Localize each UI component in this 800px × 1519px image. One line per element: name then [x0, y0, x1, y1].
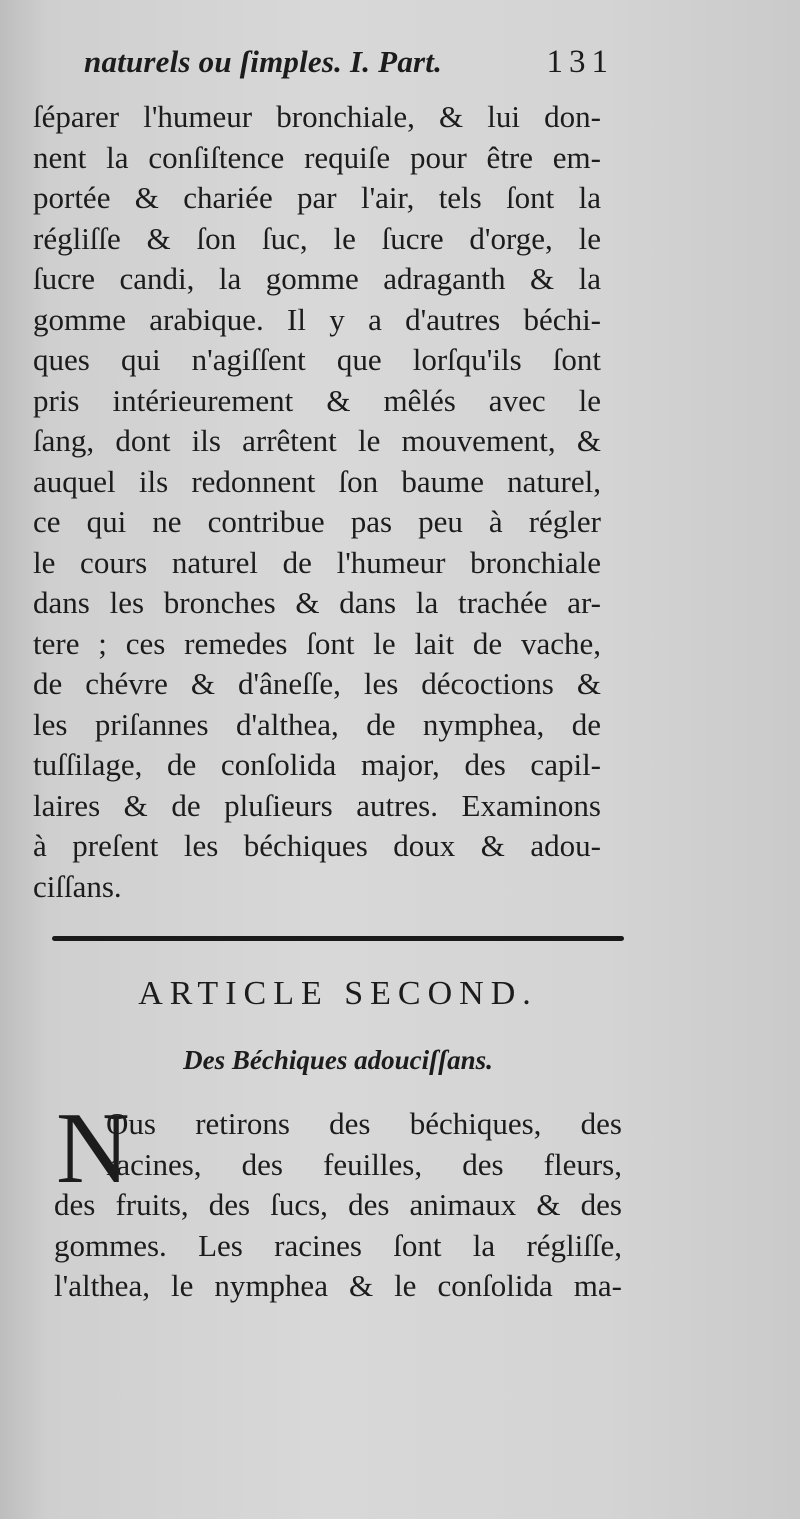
text-line: ce qui ne contribue pas peu à régler — [33, 504, 601, 539]
text-line: ſéparer l'humeur bronchiale, & lui don- — [33, 99, 601, 134]
article-heading: ARTICLE SECOND. — [138, 975, 538, 1012]
text-line: ciſſans. — [33, 868, 122, 904]
section-divider-rule — [52, 936, 624, 941]
text-line: l'althea, le nymphea & le conſolida ma- — [54, 1268, 622, 1303]
page-number: 131 — [546, 44, 614, 80]
text-line: dans les bronches & dans la trachée ar- — [33, 585, 601, 620]
text-line: gommes. Les racines ſont la régliſſe, — [54, 1227, 622, 1263]
article-paragraph — [54, 1104, 622, 1307]
article-subheading: Des Béchiques adouciſſans. — [183, 1045, 493, 1075]
paragraph-continued — [33, 97, 601, 907]
text-line: régliſſe & ſon ſuc, le ſucre d'orge, le — [33, 220, 601, 256]
text-line: de chévre & d'âneſſe, les décoctions & — [33, 666, 601, 701]
text-line: les priſannes d'althea, de nymphea, de — [33, 706, 601, 742]
text-line: laires & de pluſieurs autres. Examinons — [33, 787, 601, 823]
text-line: Ous retirons des béchiques, des — [106, 1106, 622, 1141]
text-line: à preſent les béchiques doux & adou- — [33, 828, 601, 863]
text-line: racines, des feuilles, des fleurs, — [106, 1146, 622, 1182]
text-line: gomme arabique. Il y a d'autres béchi- — [33, 301, 601, 337]
text-line: des fruits, des ſucs, des animaux & des — [54, 1187, 622, 1222]
drop-cap: N — [56, 1092, 130, 1205]
text-line: nent la conſiſtence requiſe pour être em- — [33, 139, 601, 175]
page-header — [84, 44, 614, 94]
text-line: ques qui n'agiſſent que lorſqu'ils ſont — [33, 342, 601, 377]
text-line: le cours naturel de l'humeur bronchiale — [33, 544, 601, 580]
text-line: portée & chariée par l'air, tels ſont la — [33, 180, 601, 215]
text-line: auquel ils redonnent ſon baume naturel, — [33, 463, 601, 499]
text-line: tere ; ces remedes ſont le lait de vache, — [33, 625, 601, 661]
text-line: tuſſilage, de conſolida major, des capil- — [33, 747, 601, 782]
text-line: pris intérieurement & mêlés avec le — [33, 382, 601, 418]
text-line: ſucre candi, la gomme adraganth & la — [33, 261, 601, 296]
running-title: naturels ou ſimples. I. Part. — [84, 44, 443, 79]
text-line: ſang, dont ils arrêtent le mouvement, & — [33, 423, 601, 458]
